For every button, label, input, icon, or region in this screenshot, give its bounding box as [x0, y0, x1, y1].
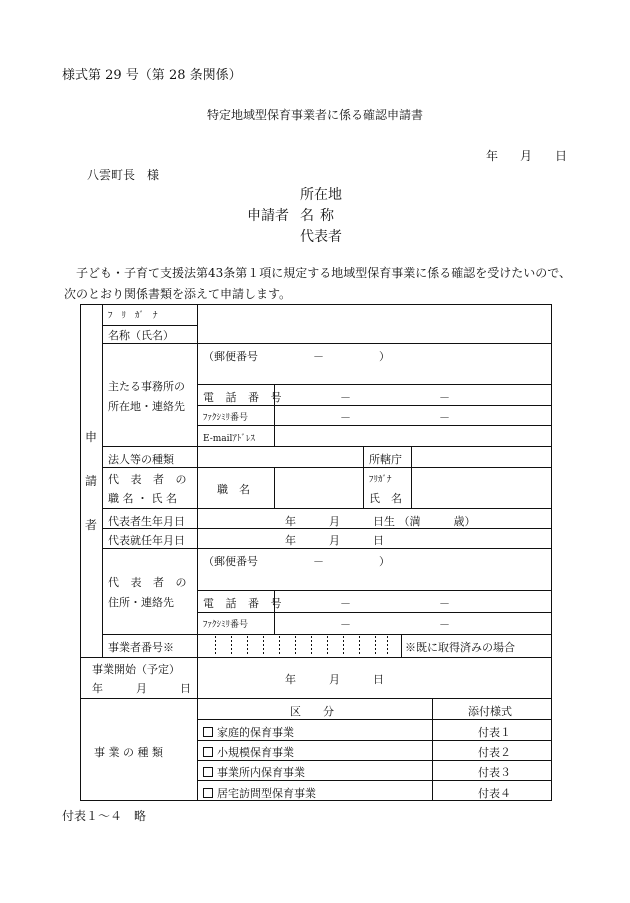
rep-address-label-line1: 代 表 者 の — [108, 576, 191, 589]
start-date-label-line2: 年 月 日 — [92, 682, 191, 695]
birth-date-label: 代表者生年月日 — [108, 515, 185, 528]
checkbox-icon[interactable] — [203, 767, 213, 777]
applicant-representative-label: 代表者 — [300, 229, 342, 245]
office-label-line1: 主たる事務所の — [108, 380, 185, 393]
body-text: 子ども・子育て支援法第43条第１項に規定する地域型保育事業に係る確認を受けたいので、次のとおり関係書類を添えて申請します。 — [64, 266, 572, 301]
addressee: 八雲町長 様 — [87, 168, 160, 182]
name-label: 名称（氏名） — [108, 329, 174, 342]
business-type-row[interactable] — [203, 785, 316, 801]
business-type-name: 家庭的保育事業 — [217, 726, 294, 739]
office-fax-field[interactable]: － － — [340, 411, 450, 424]
rep-label-line1: 代 表 者 の — [108, 473, 191, 486]
side-label-1: 申 — [85, 430, 98, 444]
furigana-label: ﾌ ﾘ ｶﾞ ﾅ — [108, 311, 158, 321]
applicant-name-label: 名称 — [300, 208, 340, 224]
checkbox-icon[interactable] — [203, 727, 213, 737]
rep-phone-field[interactable]: － － — [340, 597, 450, 610]
applicant-location-label: 所在地 — [300, 187, 342, 203]
date-month: 月 — [520, 149, 533, 163]
business-type-attachment: 付表１ — [478, 726, 511, 739]
office-phone-label: 電 話 番 号 — [203, 391, 286, 404]
business-types-label: 事 業 の 種 類 — [94, 746, 163, 759]
appointment-date-label: 代表就任年月日 — [108, 534, 185, 547]
rep-fax-label: ﾌｧｸｼﾐﾘ番号 — [203, 620, 249, 630]
birth-date-field[interactable]: 年 月 日生 （満 歳） — [285, 515, 476, 528]
checkbox-icon[interactable] — [203, 788, 213, 798]
rep-label-line2: 職 名 ・ 氏 名 — [108, 492, 177, 505]
office-email-label: E-mailｱﾄﾞﾚｽ — [203, 434, 255, 444]
start-date-field[interactable]: 年 月 日 — [285, 673, 384, 686]
rep-fax-field[interactable]: － － — [340, 618, 450, 631]
corp-type-label: 法人等の種類 — [108, 453, 174, 466]
office-postal-field[interactable]: （郵便番号 － ） — [203, 350, 390, 363]
position-label: 職 名 — [217, 483, 250, 496]
appointment-date-field[interactable]: 年 月 日 — [285, 534, 384, 547]
operator-number-note: ※既に取得済みの場合 — [405, 641, 515, 654]
start-date-label-line1: 事業開始（予定） — [92, 663, 180, 676]
office-label-line2: 所在地・連絡先 — [108, 400, 185, 413]
rep-address-label-line2: 住所・連絡先 — [108, 596, 174, 609]
rep-phone-label: 電 話 番 号 — [203, 597, 286, 610]
date-year: 年 — [486, 149, 499, 163]
office-phone-field[interactable]: － － — [340, 391, 450, 404]
side-label-2: 請 — [85, 474, 98, 488]
business-type-row[interactable] — [203, 724, 294, 740]
category-header: 区 分 — [290, 705, 334, 718]
business-type-row[interactable] — [203, 764, 305, 780]
business-type-name: 小規模保育事業 — [217, 746, 294, 759]
rep-furigana-label: ﾌﾘｶﾞﾅ — [369, 475, 392, 485]
business-type-name: 居宅訪問型保育事業 — [217, 787, 316, 800]
rep-postal-field[interactable]: （郵便番号 － ） — [203, 555, 390, 568]
document-title: 特定地域型保育事業者に係る確認申請書 — [206, 108, 423, 122]
business-type-attachment: 付表４ — [478, 787, 511, 800]
form-number: 様式第 29 号（第 28 条関係） — [62, 68, 242, 83]
business-type-attachment: 付表３ — [478, 766, 511, 779]
business-type-attachment: 付表２ — [478, 746, 511, 759]
footnote: 付表１～４ 略 — [62, 809, 147, 823]
attachment-header: 添付様式 — [468, 705, 512, 718]
operator-number-label: 事業者番号※ — [108, 641, 174, 654]
rep-name-label: 氏 名 — [369, 492, 402, 505]
office-fax-label: ﾌｧｸｼﾐﾘ番号 — [203, 413, 249, 423]
date-day: 日 — [555, 149, 568, 163]
business-type-name: 事業所内保育事業 — [217, 766, 305, 779]
side-label-3: 者 — [85, 518, 98, 532]
checkbox-icon[interactable] — [203, 747, 213, 757]
authority-label: 所轄庁 — [369, 453, 402, 466]
business-type-row[interactable] — [203, 744, 294, 760]
applicant-label: 申請者 — [247, 208, 289, 224]
